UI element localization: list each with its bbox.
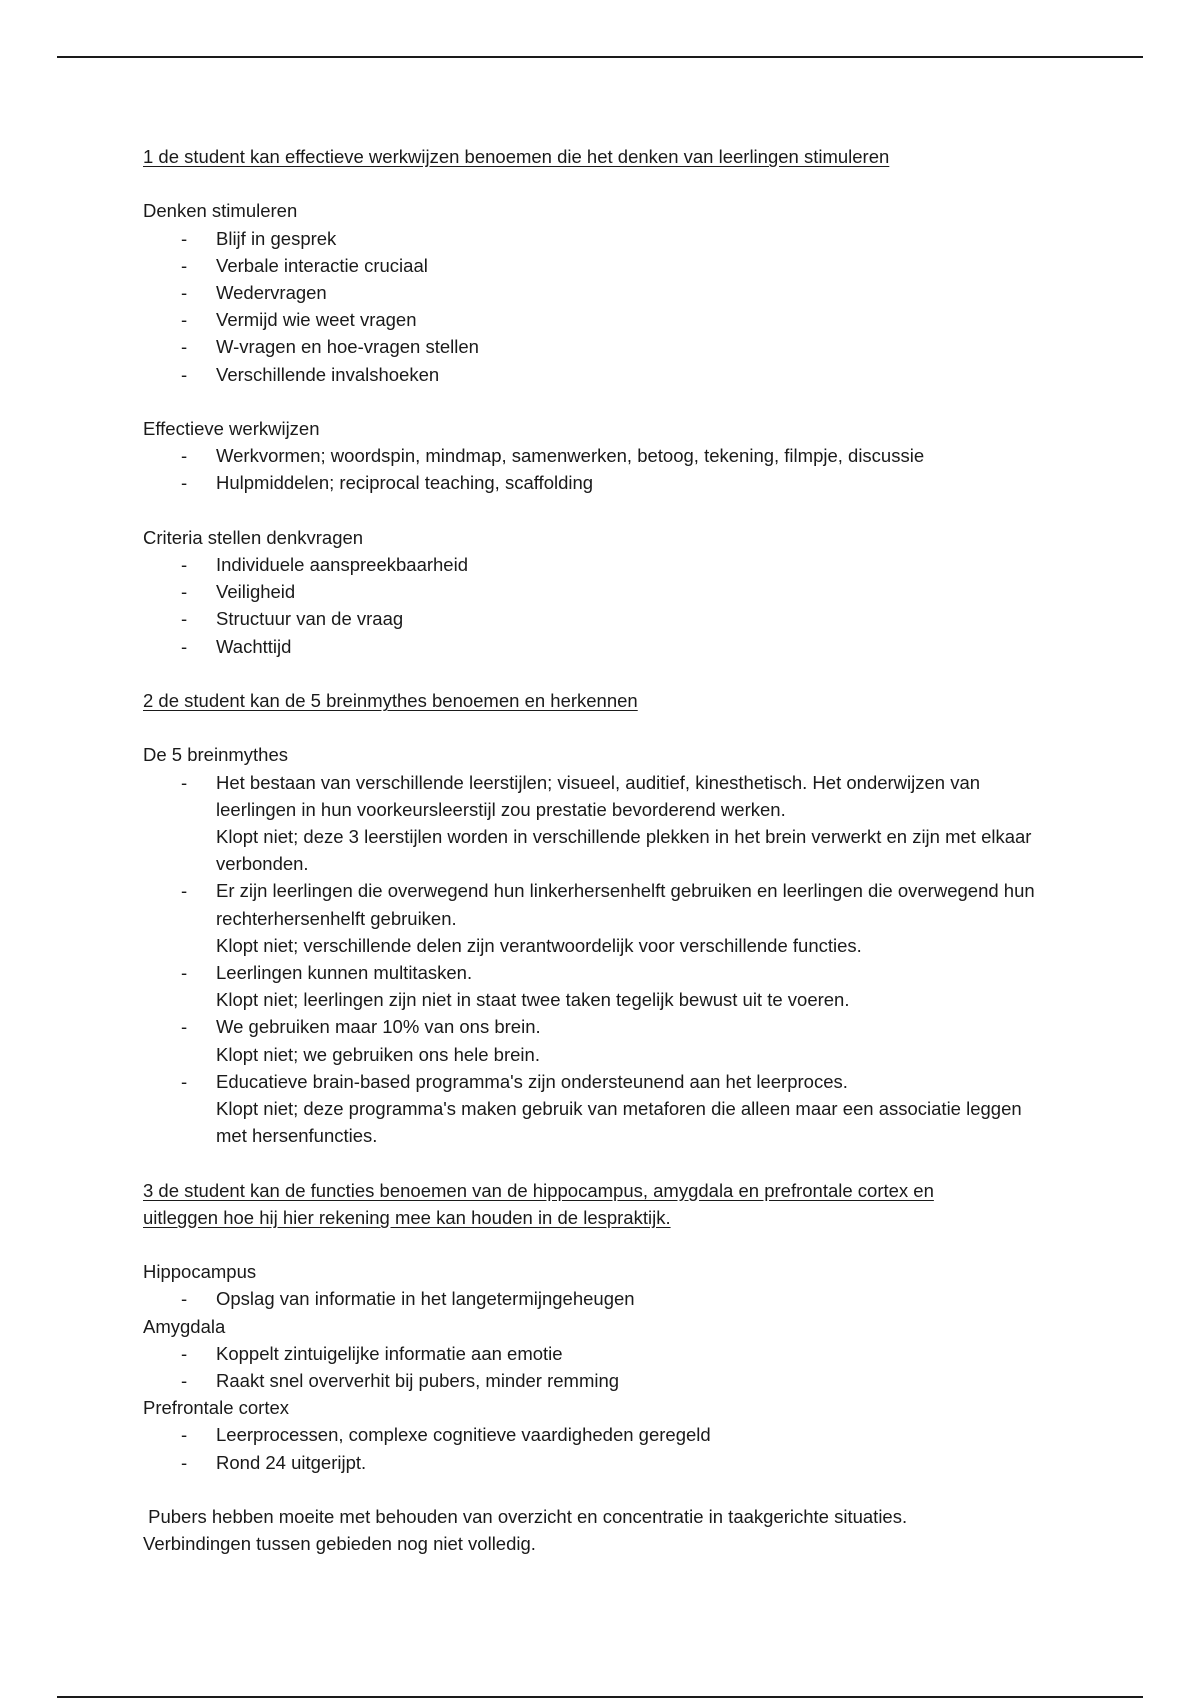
myth-claim: - Er zijn leerlingen die overwegend hun linkerhersenhelft gebruiken en leerlingen die overwegend hun rechterhersenhelft gebruiken.: [216, 880, 1035, 929]
list-item: - Hulpmiddelen; reciprocal teaching, scaffolding: [216, 469, 1043, 496]
list-item: - Vermijd wie weet vragen: [216, 306, 1043, 333]
document-body: [143, 143, 1043, 1557]
group-title-effectieve-werkwijzen: Effectieve werkwijzen: [143, 418, 320, 439]
list-item: - Structuur van de vraag: [216, 605, 1043, 632]
list-item: - Verschillende invalshoeken: [216, 361, 1043, 388]
group-title-denken-stimuleren: Denken stimuleren: [143, 200, 298, 222]
list-item: - Verbale interactie cruciaal: [216, 252, 1043, 279]
list-criteria-denkvragen: [143, 551, 1043, 660]
list-item: - Individuele aanspreekbaarheid: [216, 551, 1043, 578]
list-prefrontale-cortex: [143, 1421, 1043, 1475]
myth-rebuttal: Klopt niet; leerlingen zijn niet in staat twee taken tegelijk bewust uit te voeren.: [216, 989, 850, 1011]
list-item: - Veiligheid: [216, 578, 1043, 605]
myth-claim: - Educatieve brain-based programma's zijn ondersteunend aan het leerproces.: [216, 1070, 848, 1092]
section-1-heading: 1 de student kan effectieve werkwijzen benoemen die het denken van leerlingen stimuleren: [143, 146, 890, 167]
section-2-heading: 2 de student kan de 5 breinmythes benoemen en herkennen: [143, 690, 638, 711]
myth-rebuttal: Klopt niet; verschillende delen zijn verantwoordelijk voor verschillende functies.: [216, 934, 862, 956]
list-item: - Leerprocessen, complexe cognitieve vaardigheden geregeld: [216, 1421, 1043, 1448]
myth-claim: - Leerlingen kunnen multitasken.: [216, 962, 473, 984]
group-title-hippocampus: Hippocampus: [143, 1261, 257, 1283]
myth-rebuttal: Klopt niet; deze 3 leerstijlen worden in verschillende plekken in het brein verwerkt en zijn met elkaar verbonden.: [216, 826, 1032, 875]
list-effectieve-werkwijzen: [143, 442, 1043, 496]
closing-paragraph-line-2: Verbindingen tussen gebieden nog niet volledig.: [143, 1533, 536, 1555]
myth-claim: - Het bestaan van verschillende leerstijlen; visueel, auditief, kinesthetisch. Het onderwijzen van leerlingen in hun voorkeursleerstijl zou prestatie bevorderend werken.: [216, 771, 981, 820]
myth-rebuttal: Klopt niet; deze programma's maken gebruik van metaforen die alleen maar een associatie leggen met hersenfuncties.: [216, 1098, 1022, 1147]
section-3-heading-line-1: 3 de student kan de functies benoemen van de hippocampus, amygdala en prefrontale cortex en: [143, 1179, 934, 1201]
myth-item: [216, 769, 1043, 878]
list-item: - Raakt snel oververhit bij pubers, minder remming: [216, 1367, 1043, 1394]
group-title-prefrontale-cortex: Prefrontale cortex: [143, 1397, 290, 1419]
list-item: - Wedervragen: [216, 279, 1043, 306]
list-item: - Opslag van informatie in het langetermijngeheugen: [216, 1285, 1043, 1312]
group-title-amygdala: Amygdala: [143, 1315, 226, 1337]
list-item: - W-vragen en hoe-vragen stellen: [216, 333, 1043, 360]
list-item: - Wachttijd: [216, 633, 1043, 660]
list-item: - Blijf in gesprek: [216, 225, 1043, 252]
myth-item: [216, 1013, 1043, 1067]
list-amygdala: [143, 1340, 1043, 1394]
group-title-breinmythes: De 5 breinmythes: [143, 744, 288, 766]
myth-claim: - We gebruiken maar 10% van ons brein.: [216, 1016, 541, 1038]
myth-item: [216, 1068, 1043, 1150]
myth-item: [216, 959, 1043, 1013]
list-item: - Rond 24 uitgerijpt.: [216, 1449, 1043, 1476]
list-breinmythes: [143, 769, 1043, 1150]
bottom-rule: [57, 1696, 1143, 1698]
top-rule: [57, 56, 1143, 58]
myth-item: [216, 877, 1043, 959]
list-item: - Koppelt zintuigelijke informatie aan emotie: [216, 1340, 1043, 1367]
section-3-heading-line-2: uitleggen hoe hij hier rekening mee kan houden in de lespraktijk.: [143, 1206, 671, 1228]
group-title-criteria-denkvragen: Criteria stellen denkvragen: [143, 526, 364, 548]
myth-rebuttal: Klopt niet; we gebruiken ons hele brein.: [216, 1043, 540, 1065]
list-denken-stimuleren: [143, 225, 1043, 388]
list-hippocampus: [143, 1285, 1043, 1312]
closing-paragraph-line-1: Pubers hebben moeite met behouden van overzicht en concentratie in taakgerichte situaties.: [143, 1506, 908, 1528]
list-item: - Werkvormen; woordspin, mindmap, samenwerken, betoog, tekening, filmpje, discussie: [216, 442, 1043, 469]
